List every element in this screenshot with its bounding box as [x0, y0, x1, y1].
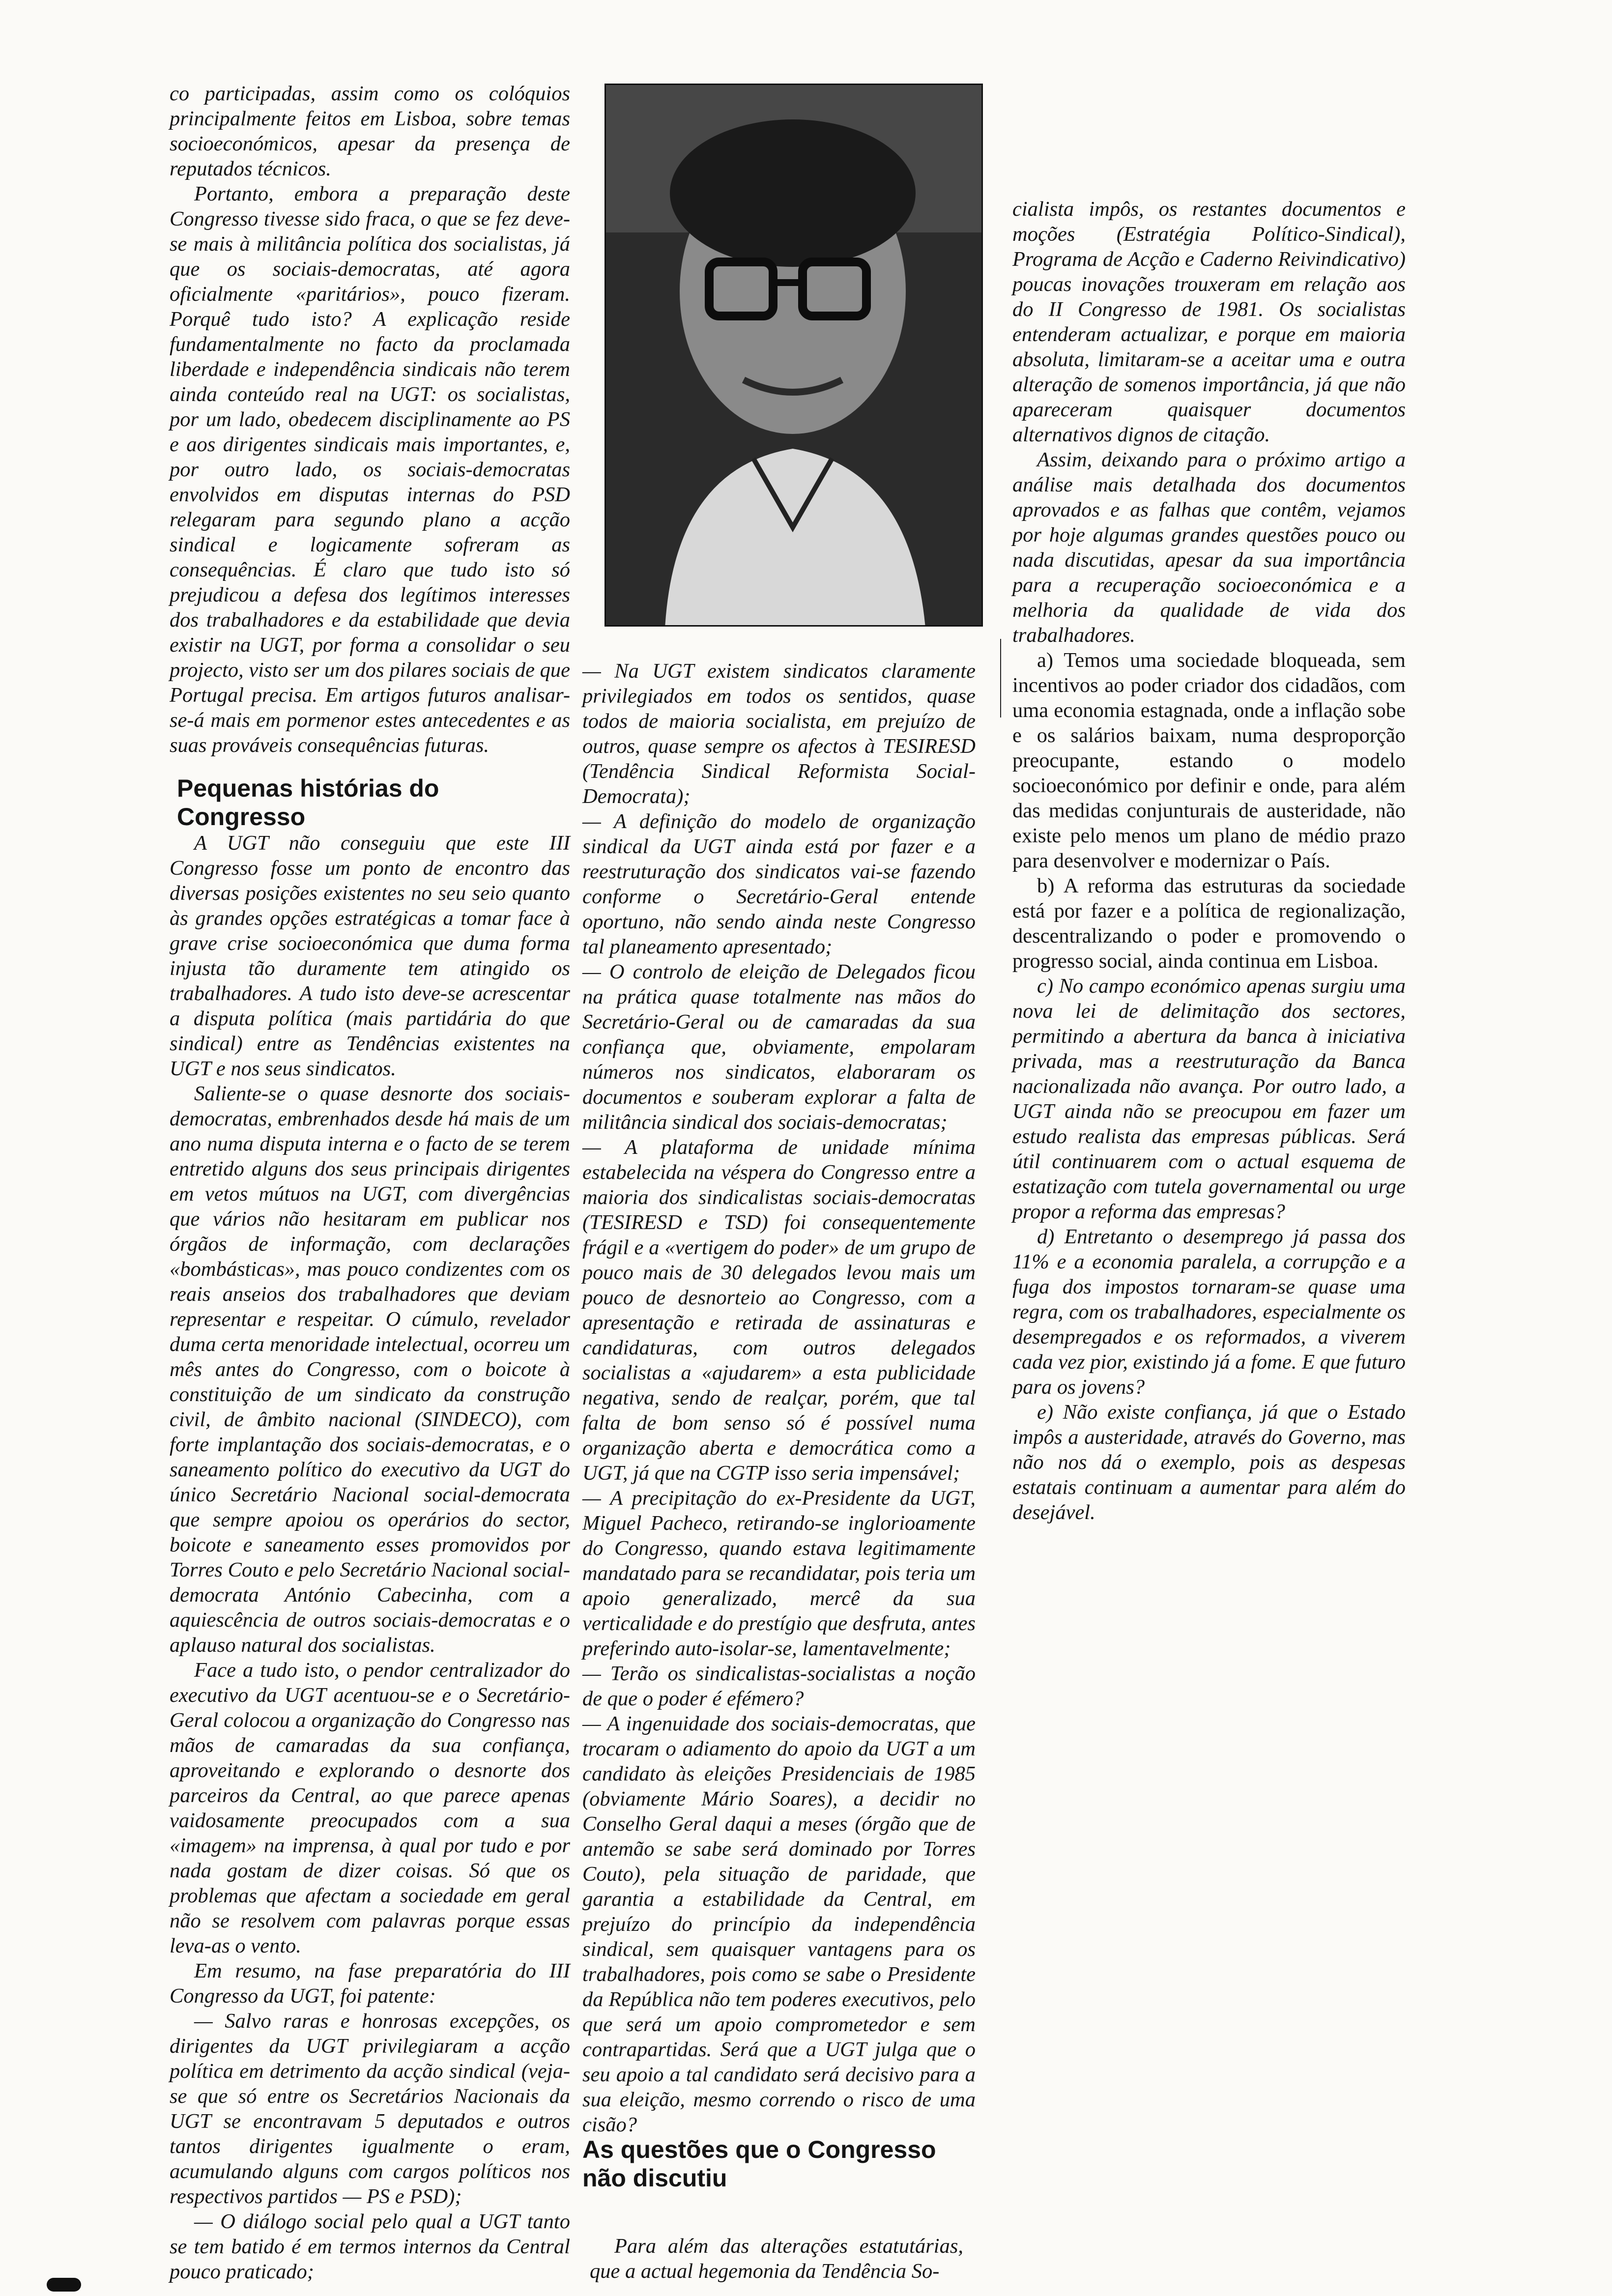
center-paragraph-1: — Na UGT existem sindicatos claramente privilegiados em todos os sentidos, quase todos de maioria socialista, em prejuízo de outros, quase sempre os afectos à TESIRESD (Tendência Sindical Reformista Social-Democrata); [582, 660, 976, 808]
left-column [170, 81, 570, 758]
center-paragraph-4: — A plataforma de unidade mínima estabelecida na véspera do Congresso entre a maioria dos sindicalistas sociais-democratas (TESIRESD e TSD) foi consequentemente frágil e a «vertigem do poder» de um grupo de pouco mais de 30 delegados levou mais um pouco de desnorteio ao Congresso, com a apresentação e retirada de assinaturas e candidaturas, com outros delegados socialistas a «ajudarem» a esta publicidade negativa, sendo de realçar, porém, que tal falta de bom senso só é possível numa organização aberta e democrática como a UGT, já que na CGTP isso seria impensável; [582, 1136, 976, 1485]
left-body-paragraph-6: — O diálogo social pelo qual a UGT tanto se tem batido é em termos internos da Central pouco praticado; [170, 2210, 570, 2283]
left-body-paragraph-5: — Salvo raras e honrosas excepções, os dirigentes da UGT privilegiaram a acção política em detrimento da acção sindical (veja-se que só entre os Secretários Nacionais da UGT se encontravam 5 deputados e outros tantos dirigentes igualmente o eram, acumulando alguns com cargos políticos nos respectivos partidos — PS e PSD); [170, 2009, 570, 2208]
right-item-a: a) Temos uma sociedade bloqueada, sem incentivos ao poder criador dos cidadãos, com uma economia estagnada, onde a inflação sobe e os salários baixam, numa desproporção preocupante, estando o modelo socioeconómico por definir e onde, para além das medidas conjunturais de austeridade, não existe pelo menos um plano de médio prazo para desenvolver e modernizar o País. [1012, 649, 1406, 872]
portrait-photo [604, 84, 983, 627]
portrait-photo-graphic [606, 85, 983, 627]
right-item-d: d) Entretanto o desemprego já passa dos 11% e a economia paralela, a corrupção e a fuga dos impostos tornaram-se quase uma regra, com os trabalhadores, especialmente os desempregados e os reformados, a viverem cada vez pior, existindo já a fome. E que futuro para os jovens? [1012, 1225, 1406, 1399]
center-paragraph-5: — A precipitação do ex-Presidente da UGT, Miguel Pacheco, retirando-se inglorioamente do Congresso, quando estava legitimamente mandatado para se recandidatar, pois teria um apoio generalizado, mercê da sua verticalidade e do prestígio que desfruta, antes preferindo auto-isolar-se, lamentavelmente; [582, 1487, 976, 1660]
center-column [582, 659, 976, 2137]
right-item-b: b) A reforma das estruturas da sociedade está por fazer e a política de regionalização, descentralizando o poder e promovendo o progresso social, ainda continua em Lisboa. [1012, 874, 1406, 973]
right-paragraph-2: Assim, deixando para o próximo artigo a análise mais detalhada dos documentos aprovados e as falhas que contêm, vejamos por hoje algumas grandes questões pouco ou nada discutidas, apesar da sua importância para a recuperação socioeconómica e a melhoria da qualidade de vida dos trabalhadores. [1012, 448, 1406, 647]
left-intro-paragraph-2: Portanto, embora a preparação deste Congresso tivesse sido fraca, o que se fez deve-se mais à militância política dos socialistas, já que os sociais-democratas, até agora oficialmente «paritários», pouco fizeram. Porquê tudo isto? A explicação reside fundamentalmente no facto da proclamada liberdade e independência sindicais não terem ainda conteúdo real na UGT: os socialistas, por um lado, obedecem disciplinamente ao PS e aos dirigentes sindicais mais importantes, e, por outro lado, os sociais-democratas envolvidos em disputas internas do PSD relegaram para segundo plano a acção sindical e logicamente sofreram as consequências. É claro que tudo isto só prejudicou a defesa dos legítimos interesses dos trabalhadores e da estabilidade que devia existir na UGT, por forma a consolidar o seu projecto, visto ser um dos pilares sociais de que Portugal precisa. Em artigos futuros analisar-se-á mais em pormenor estes antecedentes e as suas prováveis consequências futuras. [170, 182, 570, 757]
center-paragraph-2: — A definição do modelo de organização sindical da UGT ainda está por fazer e a reestruturação dos sindicatos vai-se fazendo conforme o Secretário-Geral entende oportuno, não sendo ainda neste Congresso tal planeamento apresentado; [582, 810, 976, 958]
center-paragraph-6: — Terão os sindicalistas-socialistas a noção de que o poder é efémero? [582, 1662, 976, 1710]
right-item-c: c) No campo económico apenas surgiu uma nova lei de delimitação dos sectores, permitindo a abertura da banca à iniciativa privada, mas a reestruturação da Banca nacionalizada não avança. Por outro lado, a UGT ainda não se preocupou em fazer um estudo realista das empresas públicas. Será útil continuarem com o actual esquema de estatização com tutela governamental ou urge propor a reforma das empresas? [1012, 975, 1406, 1223]
center-paragraph-3: — O controlo de eleição de Delegados ficou na prática quase totalmente nas mãos do Secretário-Geral ou de camaradas da sua confiança que, obviamente, empolaram números nos sindicatos, elaboraram os documentos e souberam explorar a falta de militância sindical dos sociais-democratas; [582, 960, 976, 1134]
left-column-body [170, 831, 570, 2284]
margin-mark [47, 2278, 81, 2292]
left-body-paragraph-1: A UGT não conseguiu que este III Congresso fosse um ponto de encontro das diversas posições existentes no seu seio quanto às grandes opções estratégicas a tomar face à grave crise socioeconómica que duma forma injusta tão duramente tem atingido os trabalhadores. A tudo isto deve-se acrescentar a disputa política (mais partidária do que sindical) entre as Tendências existentes na UGT e nos seus sindicatos. [170, 832, 570, 1080]
right-column [1012, 197, 1406, 1525]
left-body-paragraph-2: Saliente-se o quase desnorte dos sociais-democratas, embrenhados desde há mais de um ano numa disputa interna e o facto de se terem entretido alguns dos seus principais dirigentes em vetos mútuos na UGT, com divergências que vários não hesitaram em publicar nos órgãos de informação, com declarações «bombásticas», mas pouco condizentes com os reais anseios dos trabalhadores que deviam representar e respeitar. O cúmulo, revelador duma certa menoridade intelectual, ocorreu um mês antes do Congresso, com o boicote à constituição de um sindicato da construção civil, de âmbito nacional (SINDECO), com forte implantação dos sociais-democratas, e o saneamento político do executivo da UGT do único Secretário Nacional social-democrata que sempre apoiou os operários do sector, boicote e saneamento esses promovidos por Torres Couto e pelo Secretário Nacional social-democrata António Cabecinha, com a aquiescência de outros sociais-democratas e o aplauso natural dos socialistas. [170, 1082, 570, 1657]
right-item-e: e) Não existe confiança, já que o Estado impôs a austeridade, através do Governo, mas não nos dá o exemplo, pois as despesas estatais continuam a aumentar para além do desejável. [1012, 1401, 1406, 1524]
center-tail-paragraph: Para além das alterações estatutárias, que a actual hegemonia da Tendência So- [590, 2235, 963, 2283]
left-intro-paragraph-1: co participadas, assim como os colóquios principalmente feitos em Lisboa, sobre temas socioeconómicos, apesar da presença de reputados técnicos. [170, 82, 570, 180]
left-body-paragraph-3: Face a tudo isto, o pendor centralizador do executivo da UGT acentuou-se e o Secretário-Geral colocou a organização do Congresso nas mãos de camaradas da sua confiança, aproveitando e explorando o desnorte dos parceiros da Central, ao que parece apenas vaidosamente preocupados com a sua «imagem» na imprensa, à qual por tudo e por nada gostam de dizer coisas. Só que os problemas que afectam a sociedade em geral não se resolvem com palavras porque essas leva-as o vento. [170, 1659, 570, 1957]
left-body-paragraph-4: Em resumo, na fase preparatória do III Congresso da UGT, foi patente: [170, 1959, 570, 2008]
column-rule [1000, 639, 1001, 718]
section-heading-questoes: As questões que o Congresso não discutiu [582, 2136, 936, 2192]
right-paragraph-1: cialista impôs, os restantes documentos e moções (Estratégia Político-Sindical), Programa de Acção e Caderno Reivindicativo) poucas inovações trouxeram em relação aos do II Congresso de 1981. Os socialistas entenderam actualizar, e porque em maioria absoluta, limitaram-se a aceitar uma e outra alteração de somenos importância, já que não apareceram quaisquer documentos alternativos dignos de citação. [1012, 198, 1406, 446]
center-paragraph-7: — A ingenuidade dos sociais-democratas, que trocaram o adiamento do apoio da UGT a um candidato às eleições Presidenciais de 1985 (obviamente Mário Soares), a decidir no Conselho Geral daqui a meses (órgão que de antemão se sabe será dominado por Torres Couto), pela situação de paridade, que garantia a estabilidade da Central, em prejuízo do princípio da independência sindical, sem quaisquer vantagens para os trabalhadores, pois como se sabe o Presidente da República não tem poderes executivos, pelo que será um apoio comprometedor e sem contrapartidas. Será que a UGT julga que o seu apoio a tal candidato será decisivo para a sua eleição, mesmo correndo o risco de uma cisão? [582, 1712, 976, 2136]
section-heading-pequenas-historias: Pequenas histórias do Congresso [177, 775, 439, 831]
